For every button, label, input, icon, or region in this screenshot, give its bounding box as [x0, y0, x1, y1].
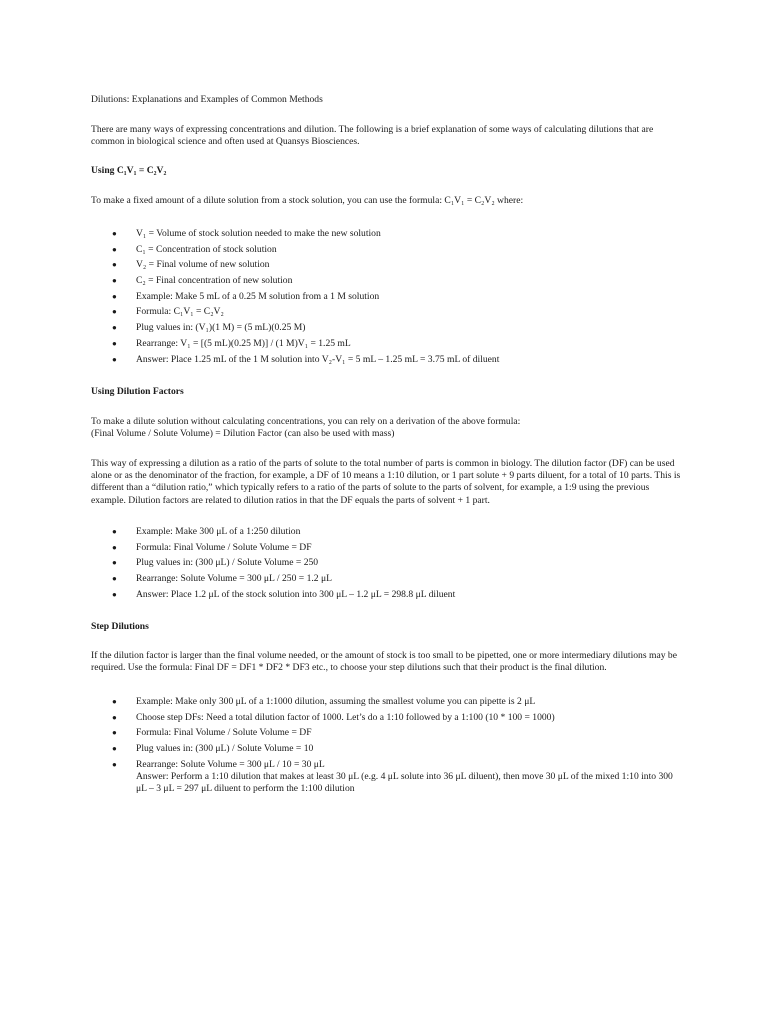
bullet-icon: ●: [112, 744, 117, 754]
bullet-icon: ●: [112, 291, 117, 301]
list-item: ● Formula: Final Volume / Solute Volume = DF: [112, 541, 312, 553]
bullet-icon: ●: [112, 728, 117, 738]
list-item: ● Formula: C₁V₁ = C₂V₂: [112, 306, 224, 318]
list-item: ● Plug values in: (V₁)(1 M) = (5 mL)(0.25 M): [112, 322, 306, 334]
bullet-icon: ●: [112, 229, 117, 238]
section-heading-dilution-factors: Using Dilution Factors: [91, 386, 184, 397]
list-item: ● Plug values in: (300 μL) / Solute Volume = 10: [112, 743, 314, 755]
section2-formula: (Final Volume / Solute Volume) = Dilution Factor (can also be used with mass): [91, 428, 395, 439]
section-heading-step-dilutions: Step Dilutions: [91, 621, 149, 632]
section3-list: [91, 696, 681, 795]
list-item: ● Choose step DFs: Need a total dilution factor of 1000. Let’s do a 1:10 followed by a 1:100 (10 * 100 = 1000): [112, 711, 555, 723]
section3-paragraph: If the dilution factor is larger than the final volume needed, or the amount of stock is too small to be pipetted, one or more intermediary dilutions may be required. Use the formula: Final DF = DF1 * DF2 * DF3 etc., to choose your step dilutions such that their product is the final dilution.: [91, 650, 677, 674]
bullet-icon: ●: [112, 244, 117, 254]
section1-list: [91, 228, 681, 369]
bullet-icon: ●: [112, 712, 117, 722]
bullet-icon: ●: [112, 527, 117, 536]
list-item: ● Formula: Final Volume / Solute Volume = DF: [112, 727, 312, 739]
section-heading-c1v1: Using C₁V₁ = C₂V₂: [91, 165, 167, 176]
bullet-icon: ●: [112, 697, 117, 706]
bullet-icon: ●: [112, 558, 117, 568]
list-item: ● Example: Make 5 mL of a 0.25 M solution from a 1 M solution: [112, 290, 380, 302]
bullet-icon: ●: [112, 589, 117, 599]
bullet-icon: ●: [112, 759, 117, 769]
document-title: Dilutions: Explanations and Examples of Common Methods: [91, 94, 323, 105]
list-item: ● Example: Make 300 μL of a 1:250 dilution: [112, 526, 301, 537]
list-item: ● C₁ = Concentration of stock solution: [112, 243, 277, 255]
intro-paragraph: There are many ways of expressing concentrations and dilution. The following is a brief explanation of some ways of calculating dilutions that are common in biological science and often used at Quansys Biosciences.: [91, 124, 654, 148]
bullet-icon: ●: [112, 574, 117, 584]
list-item: ● Rearrange: V₁ = [(5 mL)(0.25 M)] / (1 M)V₁ = 1.25 mL: [112, 337, 351, 349]
list-item: ● C₂ = Final concentration of new solution: [112, 275, 293, 287]
list-item: [91, 759, 681, 796]
section2-lead: To make a dilute solution without calculating concentrations, you can rely on a derivation of the above formula:: [91, 416, 521, 427]
section2-list: [91, 526, 681, 604]
section2-paragraph: This way of expressing a dilution as a ratio of the parts of solute to the total number of parts is common in biology. The dilution factor (DF) can be used alone or as the denominator of the fraction, for example, a DF of 10 means a 1:10 dilution, or 1 part solute + 9 parts diluent, for a total of 10 parts. This is different than a “dilution ratio,” which typically refers to a ratio of the parts of solute to the parts of solvent, for example, a 1:9 using the previous example. Dilution factors are related to dilution ratios in that the DF equals the parts of solvent + 1 part.: [91, 458, 681, 506]
list-item: ● Example: Make only 300 μL of a 1:1000 dilution, assuming the smallest volume you can pipette is 2 μL: [112, 696, 536, 707]
list-item: ● V₁ = Volume of stock solution needed to make the new solution: [112, 228, 381, 239]
list-item: ● Answer: Place 1.2 μL of the stock solution into 300 μL – 1.2 μL = 298.8 μL diluent: [112, 588, 456, 600]
list-item: ● Answer: Place 1.25 mL of the 1 M solution into V₂-V₁ = 5 mL – 1.25 mL = 3.75 mL of diluent: [112, 353, 500, 365]
bullet-icon: ●: [112, 307, 117, 317]
list-item: ● V₂ = Final volume of new solution: [112, 259, 270, 271]
bullet-icon: ●: [112, 323, 117, 333]
bullet-icon: ●: [112, 260, 117, 270]
step-rearrange-text: Rearrange: Solute Volume = 300 μL / 10 = 30 μL: [136, 758, 325, 770]
bullet-icon: ●: [112, 354, 117, 364]
list-item: ● Rearrange: Solute Volume = 300 μL / 250 = 1.2 μL: [112, 573, 332, 585]
section1-lead: To make a fixed amount of a dilute solution from a stock solution, you can use the formula: C₁V₁ = C₂V₂ where:: [91, 195, 524, 206]
step-answer-text: Answer: Perform a 1:10 dilution that makes at least 30 μL (e.g. 4 μL solute into 36 μL diluent), then move 30 μL of the mixed 1:10 into 300 μL – 3 μL = 297 μL diluent to perform the 1:100 dilution: [136, 770, 673, 795]
bullet-icon: ●: [112, 338, 117, 348]
bullet-icon: ●: [112, 542, 117, 552]
list-item: ● Plug values in: (300 μL) / Solute Volume = 250: [112, 557, 319, 569]
bullet-icon: ●: [112, 276, 117, 286]
